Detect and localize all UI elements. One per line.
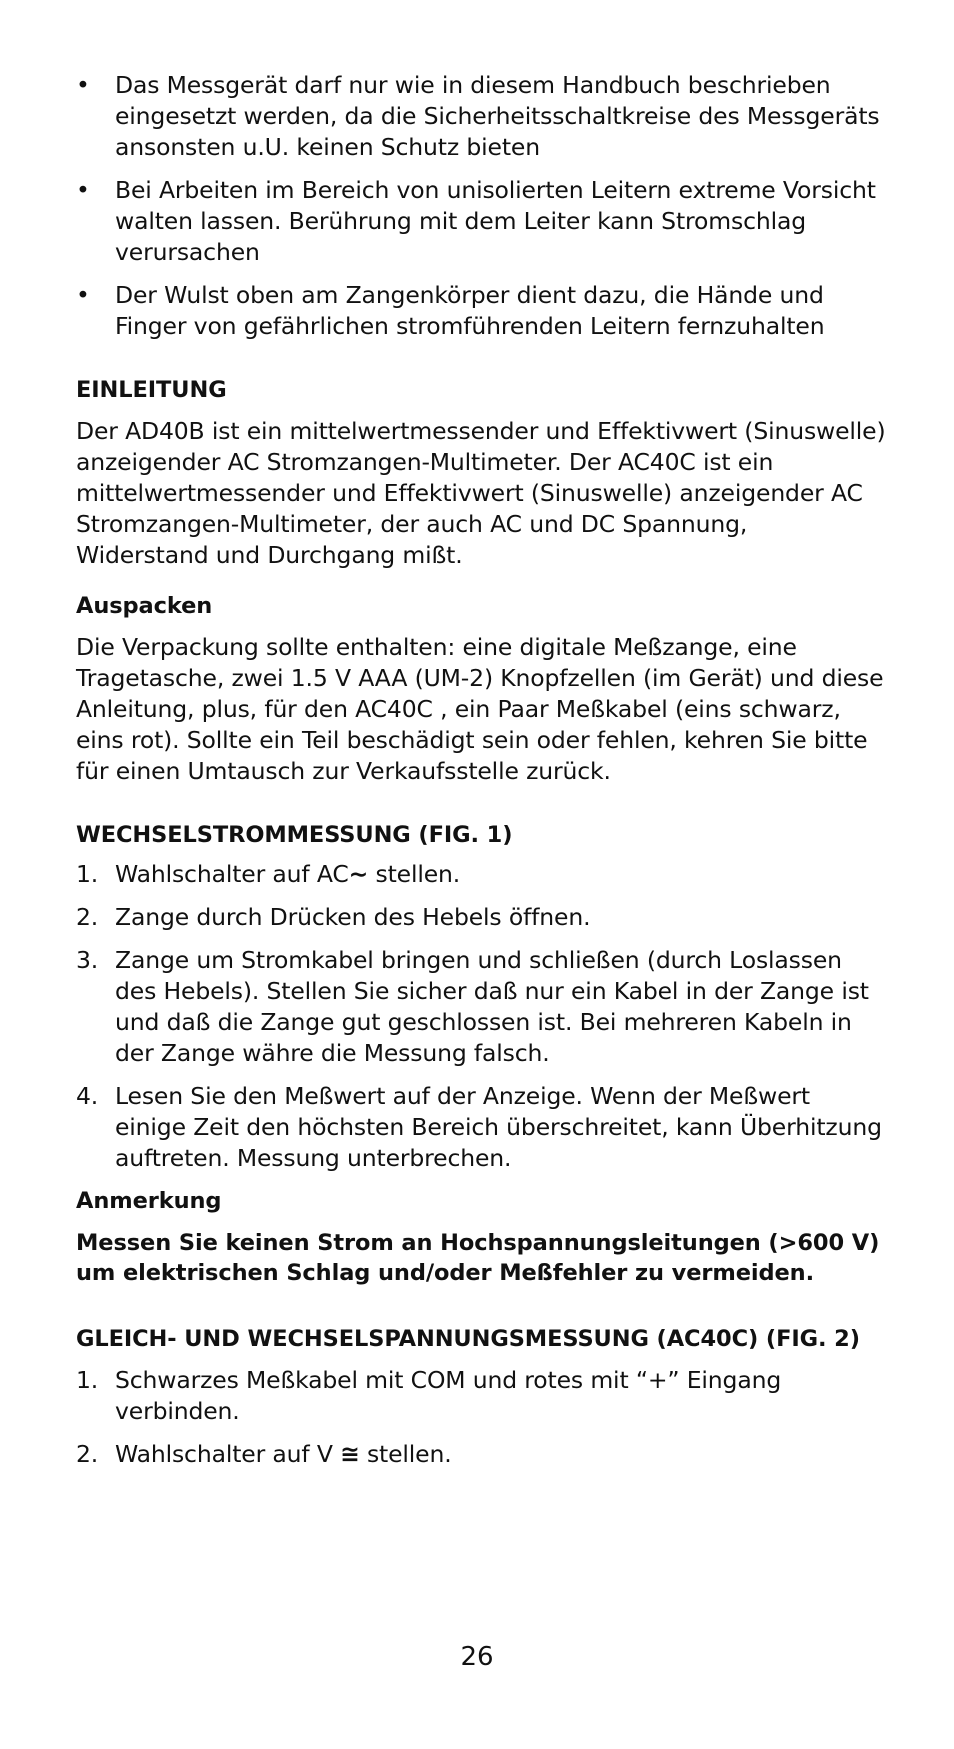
bullet-item: [76, 70, 886, 163]
step-text-end: stellen.: [368, 860, 461, 888]
step-number: 4.: [76, 1082, 99, 1110]
step-text: Lesen Sie den Meßwert auf der Anzeige. Wenn der Meßwert einige Zeit den höchsten Bereich überschreitet, kann Überhitzung auftreten. Messung unterbrechen.: [115, 1082, 882, 1172]
safety-bullet-list: [76, 70, 886, 342]
step-text: Wahlschalter auf AC: [115, 860, 349, 888]
intro-heading: EINLEITUNG: [76, 377, 227, 403]
step-item: [76, 1081, 886, 1174]
step-text-end: stellen.: [359, 1440, 452, 1468]
step-number: 1.: [76, 860, 99, 888]
bullet-text: Bei Arbeiten im Bereich von unisolierten Leitern extreme Vorsicht walten lassen. Berührung mit dem Leiter kann Stromschlag verursachen: [115, 176, 876, 266]
ac-dc-symbol-icon: ≅: [340, 1440, 360, 1468]
unpacking-heading: Auspacken: [76, 593, 213, 619]
ac-current-heading: WECHSELSTROMMESSUNG (FIG. 1): [76, 822, 513, 848]
bullet-item: [76, 280, 886, 342]
bullet-item: [76, 175, 886, 268]
bullet-marker: •: [76, 281, 90, 309]
page-number: 26: [460, 1642, 494, 1672]
step-item: [76, 1439, 886, 1470]
step-number: 1.: [76, 1366, 99, 1394]
unpacking-text: Die Verpackung sollte enthalten: eine digitale Meßzange, eine Tragetasche, zwei 1.5 V AAA (UM-2) Knopfzellen (im Gerät) und diese Anleitung, plus, für den AC40C , ein Paar Meßkabel (eins schwarz, eins rot). Sollte ein Teil beschädigt sein oder fehlen, kehren Sie bitte für einen Umtausch zur Verkaufsstelle zurück.: [76, 633, 884, 785]
step-number: 3.: [76, 946, 99, 974]
bullet-marker: •: [76, 176, 90, 204]
step-item: [76, 902, 886, 933]
ac-tilde-icon: ∼: [348, 860, 369, 888]
voltage-steps: [76, 1365, 886, 1470]
bullet-text: Der Wulst oben am Zangenkörper dient dazu, die Hände und Finger von gefährlichen stromführenden Leitern fernzuhalten: [115, 281, 825, 340]
note-heading: Anmerkung: [76, 1188, 222, 1214]
step-text: Schwarzes Meßkabel mit COM und rotes mit “+” Eingang verbinden.: [115, 1366, 782, 1425]
manual-page: [76, 70, 886, 1482]
step-number: 2.: [76, 1440, 99, 1468]
step-item: [76, 1365, 886, 1427]
step-text: Zange durch Drücken des Hebels öffnen.: [115, 903, 591, 931]
voltage-heading: GLEICH- UND WECHSELSPANNUNGSMESSUNG (AC40C) (FIG. 2): [76, 1326, 860, 1352]
note-text: Messen Sie keinen Strom an Hochspannungsleitungen (>600 V) um elektrischen Schlag und/oder Meßfehler zu vermeiden.: [76, 1230, 880, 1286]
bullet-marker: •: [76, 71, 90, 99]
intro-text: Der AD40B ist ein mittelwertmessender und Effektivwert (Sinuswelle) anzeigender AC Stromzangen-Multimeter. Der AC40C ist ein mittelwertmessender und Effektivwert (Sinuswelle) anzeigender AC Stromzangen-Multimeter, der auch AC und DC Spannung, Widerstand und Durchgang mißt.: [76, 417, 886, 569]
step-number: 2.: [76, 903, 99, 931]
step-item: [76, 945, 886, 1069]
step-item: [76, 859, 886, 890]
step-text: Wahlschalter auf V: [115, 1440, 341, 1468]
step-text: Zange um Stromkabel bringen und schließen (durch Loslassen des Hebels). Stellen Sie sicher daß nur ein Kabel in der Zange ist und daß die Zange gut geschlossen ist. Bei mehreren Kabeln in der Zange währe die Messung falsch.: [115, 946, 869, 1067]
ac-current-steps: [76, 859, 886, 1174]
bullet-text: Das Messgerät darf nur wie in diesem Handbuch beschrieben eingesetzt werden, da die Sicherheitsschaltkreise des Messgeräts ansonsten u.U. keinen Schutz bieten: [115, 71, 880, 161]
